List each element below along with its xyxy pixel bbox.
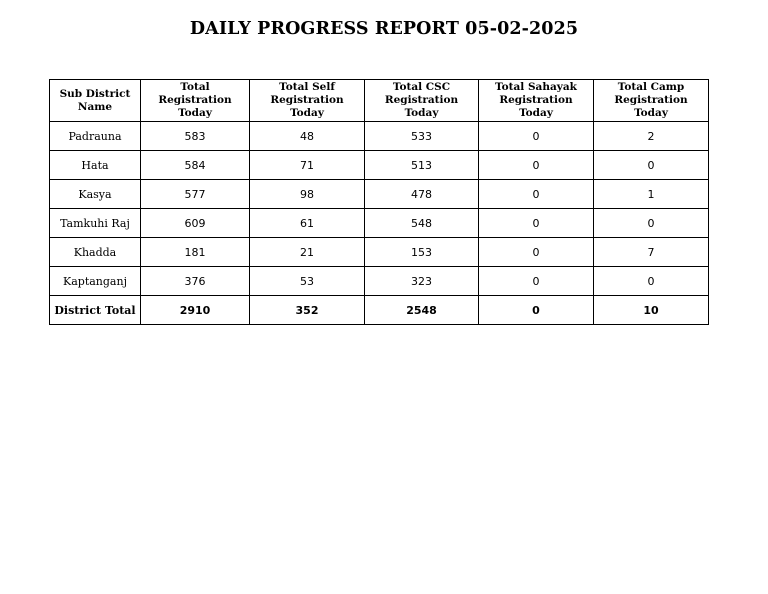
- cell-total-registration: 376: [141, 267, 250, 296]
- cell-total-registration: 181: [141, 238, 250, 267]
- table-row: [50, 267, 709, 296]
- cell-self-registration: 98: [250, 180, 365, 209]
- cell-csc-registration: 513: [365, 151, 479, 180]
- header-total-registration: Total Registration Today: [141, 80, 250, 122]
- cell-csc-registration: 478: [365, 180, 479, 209]
- cell-sahayak-registration: 0: [479, 209, 594, 238]
- cell-camp-registration: 0: [594, 151, 709, 180]
- cell-self-registration: 48: [250, 122, 365, 151]
- cell-sub-district: Kasya: [50, 180, 141, 209]
- header-total-camp-registration: Total Camp Registration Today: [594, 80, 709, 122]
- district-total-row: [50, 296, 709, 325]
- cell-sahayak-registration: 0: [479, 151, 594, 180]
- cell-csc-registration: 533: [365, 122, 479, 151]
- csc-registration-sum: 2548: [365, 296, 479, 325]
- cell-camp-registration: 1: [594, 180, 709, 209]
- header-total-self-registration: Total Self Registration Today: [250, 80, 365, 122]
- header-sub-district-name: Sub District Name: [50, 80, 141, 122]
- cell-camp-registration: 0: [594, 209, 709, 238]
- cell-total-registration: 584: [141, 151, 250, 180]
- table-row: [50, 151, 709, 180]
- header-total-csc-registration: Total CSC Registration Today: [365, 80, 479, 122]
- report-title: DAILY PROGRESS REPORT 05-02-2025: [189, 19, 579, 39]
- cell-sub-district: Tamkuhi Raj: [50, 209, 141, 238]
- cell-self-registration: 71: [250, 151, 365, 180]
- cell-self-registration: 21: [250, 238, 365, 267]
- table-row: [50, 122, 709, 151]
- cell-total-registration: 609: [141, 209, 250, 238]
- cell-sahayak-registration: 0: [479, 238, 594, 267]
- cell-self-registration: 53: [250, 267, 365, 296]
- district-total-label: District Total: [50, 296, 141, 325]
- header-total-sahayak-registration: Total Sahayak Registration Today: [479, 80, 594, 122]
- cell-sub-district: Hata: [50, 151, 141, 180]
- cell-camp-registration: 2: [594, 122, 709, 151]
- cell-camp-registration: 0: [594, 267, 709, 296]
- cell-total-registration: 577: [141, 180, 250, 209]
- cell-sub-district: Khadda: [50, 238, 141, 267]
- total-registration-sum: 2910: [141, 296, 250, 325]
- cell-csc-registration: 323: [365, 267, 479, 296]
- progress-report-table: [49, 79, 709, 325]
- table-header-row: [50, 80, 709, 122]
- cell-camp-registration: 7: [594, 238, 709, 267]
- cell-self-registration: 61: [250, 209, 365, 238]
- self-registration-sum: 352: [250, 296, 365, 325]
- cell-sahayak-registration: 0: [479, 267, 594, 296]
- cell-sahayak-registration: 0: [479, 122, 594, 151]
- cell-csc-registration: 153: [365, 238, 479, 267]
- cell-sub-district: Kaptanganj: [50, 267, 141, 296]
- camp-registration-sum: 10: [594, 296, 709, 325]
- table-row: [50, 238, 709, 267]
- cell-csc-registration: 548: [365, 209, 479, 238]
- cell-sub-district: Padrauna: [50, 122, 141, 151]
- sahayak-registration-sum: 0: [479, 296, 594, 325]
- table-row: [50, 180, 709, 209]
- cell-total-registration: 583: [141, 122, 250, 151]
- table-row: [50, 209, 709, 238]
- cell-sahayak-registration: 0: [479, 180, 594, 209]
